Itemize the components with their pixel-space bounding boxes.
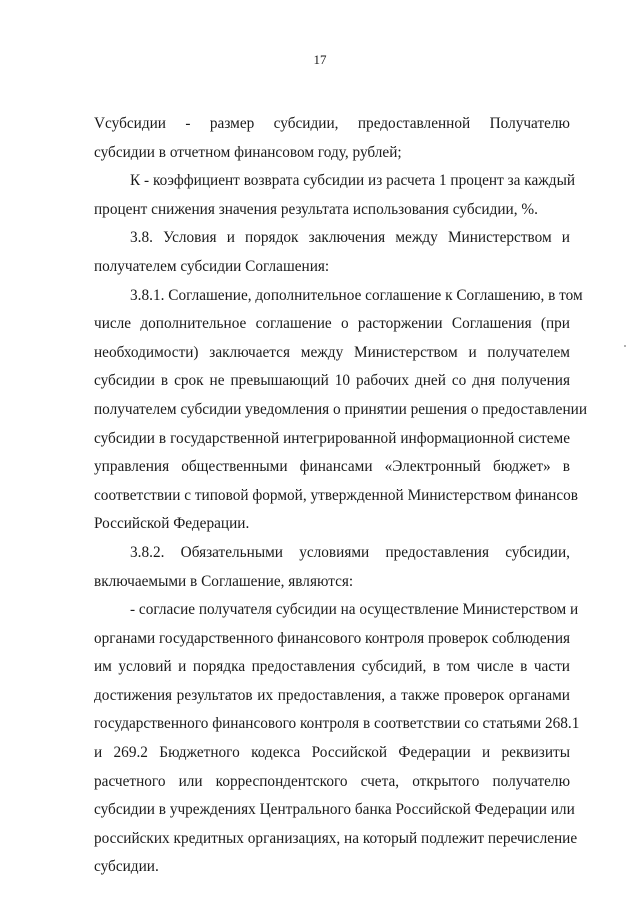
document-body [94,110,588,882]
text-line: К - коэффициент возврата субсидии из расчета 1 процент за каждый [130,172,576,190]
text-line: органами государственного финансового контроля проверок соблюдения [94,629,571,647]
text-line: получателем субсидии уведомления о принятии решения о предоставлении [94,400,588,418]
text-line: 3.8.1. Соглашение, дополнительное соглашение к Соглашению, в том [130,286,583,304]
text-line: расчетного или корреспондентского счета, открытого получателю [94,772,570,790]
text-line: получателем субсидии Соглашения: [94,257,330,275]
text-line: соответствии с типовой формой, утвержденной Министерством финансов [94,486,579,504]
page-number: 17 [313,52,327,67]
text-line: включаемыми в Соглашение, являются: [94,572,354,590]
text-line: им условий и порядка предоставления субсидий, в том числе в части [94,658,570,676]
text-line: достижения результатов их предоставления, а также проверок органами [94,686,570,704]
text-line: субсидии в отчетном финансовом году, рублей; [94,143,402,161]
text-line: Российской Федерации. [94,515,250,533]
text-line: необходимости) заключается между Министерством и получателем [94,343,570,361]
text-line: российских кредитных организациях, на который подлежит перечисление [94,829,578,847]
text-line: управления общественными финансами «Электронный бюджет» в [94,458,570,476]
text-line: субсидии в учреждениях Центрального банка Российской Федерации или [94,801,575,819]
text-line: Vсубсидии - размер субсидии, предоставленной Получателю [94,115,570,132]
text-line: 3.8. Условия и порядок заключения между Министерством и [130,229,570,247]
text-line: и 269.2 Бюджетного кодекса Российской Федерации и реквизиты [94,744,570,762]
text-line: - согласие получателя субсидии на осуществление Министерством и [130,601,579,619]
text-line: 3.8.2. Обязательными условиями предоставления субсидии, [130,543,570,561]
text-line: субсидии в государственной интегрированной информационной системе [94,429,570,447]
text-line: государственного финансового контроля в соответствии со статьями 268.1 [94,715,580,733]
text-line: процент снижения значения результата использования субсидии, %. [94,200,538,218]
text-line: субсидии. [94,858,159,876]
text-line: субсидии в срок не превышающий 10 рабочих дней со дня получения [94,372,570,390]
scan-artifact [624,345,626,347]
text-line: числе дополнительное соглашение о расторжении Соглашения (при [94,315,570,333]
